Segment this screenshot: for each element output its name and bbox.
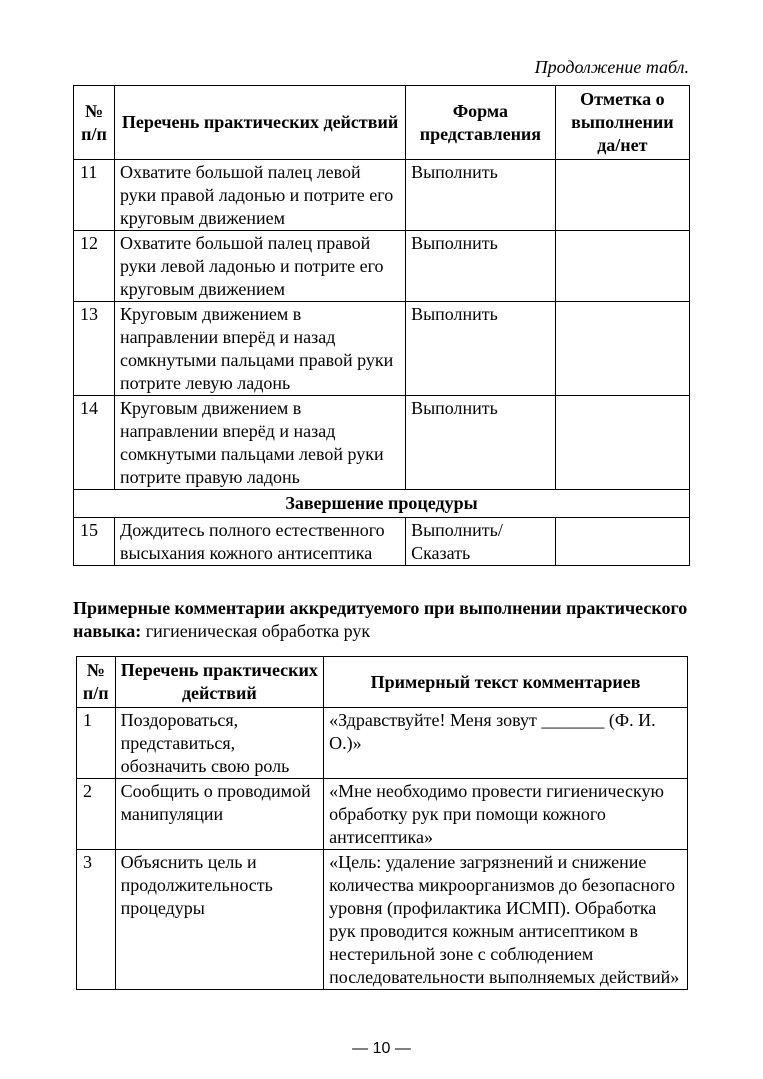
row-form: Выполнить [406,231,556,302]
col-header-number: № п/п [77,657,116,708]
comments-header-row [77,657,688,708]
section-row [74,490,690,518]
row-comment: «Мне необходимо провести гигиеническую обработку рук при помощи кожного антисептика» [324,779,688,850]
row-comment: «Здравствуйте! Меня зовут _______ (Ф. И. О.)» [324,708,688,779]
row-number: 3 [77,850,116,990]
row-action: Круговым движением в направлении вперёд и назад сомкнутыми пальцами левой руки потрите правую ладонь [114,396,405,490]
row-action: Сообщить о проводимой манипуляции [115,779,324,850]
table-row [77,708,688,779]
col-header-form: Форма представления [406,86,556,160]
row-number: 12 [74,231,115,302]
continued-label: Продолжение табл. [534,57,689,77]
row-comment: «Цель: удаление загрязнений и снижение количества микроорганизмов до безопасного уровня (профилактика ИСМП). Обработка рук проводится кожным антисептиком в нестерильной зоне с соблюдением последовательности выполняемых действий» [324,850,688,990]
row-form: Выполнить [406,396,556,490]
table-row [74,518,690,566]
table-row [74,302,690,396]
comments-table [76,656,688,990]
row-action: Охватите большой палец правой руки левой ладонью и потрите его круговым движением [114,231,405,302]
col-header-comment: Примерный текст комментариев [324,657,688,708]
table-row [74,160,690,231]
section-title: Завершение процедуры [74,490,690,518]
checklist-table [73,85,690,566]
table-row [74,396,690,490]
row-action: Поздороваться, представиться, обозначить свою роль [115,708,324,779]
col-header-mark: Отметка о выполнении да/нет [555,86,689,160]
row-mark [555,302,689,396]
row-mark [555,518,689,566]
checklist-header-row [74,86,690,160]
row-form: Выполнить [406,302,556,396]
caption-bold-text: Примерные комментарии аккредитуемого при выполнении практического навыка: [73,598,688,641]
row-action: Круговым движением в направлении вперёд и назад сомкнутыми пальцами правой руки потрите левую ладонь [114,302,405,396]
row-mark [555,160,689,231]
comments-caption [73,597,695,643]
row-form: Выполнить/ Сказать [406,518,556,566]
row-mark [555,231,689,302]
row-number: 14 [74,396,115,490]
col-header-actions: Перечень практических действий [114,86,405,160]
caption-normal-text: гигиеническая обработка рук [141,621,371,641]
table-row [74,231,690,302]
table-row [77,850,688,990]
table-row [77,779,688,850]
row-number: 2 [77,779,116,850]
row-number: 13 [74,302,115,396]
row-number: 1 [77,708,116,779]
row-form: Выполнить [406,160,556,231]
row-mark [555,396,689,490]
row-action: Объяснить цель и продолжительность процедуры [115,850,324,990]
row-number: 15 [74,518,115,566]
row-action: Охватите большой палец левой руки правой ладонью и потрите его круговым движением [114,160,405,231]
col-header-number: № п/п [74,86,115,160]
row-number: 11 [74,160,115,231]
page-number: — 10 — [352,1040,411,1057]
row-action: Дождитесь полного естественного высыхания кожного антисептика [114,518,405,566]
col-header-actions: Перечень практических действий [115,657,324,708]
